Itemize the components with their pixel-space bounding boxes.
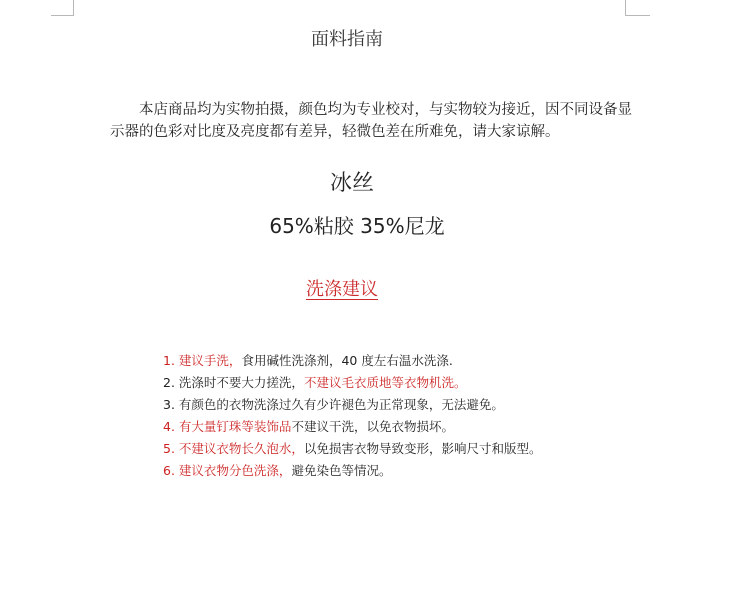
care-tip-text: 避免染色等情况。 bbox=[291, 463, 392, 478]
fabric-name: 冰丝 bbox=[329, 171, 374, 196]
crop-mark-top-right-vertical bbox=[625, 0, 626, 15]
care-tip-number: 1. bbox=[163, 353, 175, 368]
care-tip-number: 2. bbox=[163, 375, 175, 390]
care-tip-text: 洗涤时不要大力搓洗， bbox=[178, 375, 304, 390]
crop-mark-top-right-horizontal bbox=[625, 15, 650, 16]
care-tip-item bbox=[163, 372, 541, 394]
care-tip-number: 3. bbox=[163, 397, 175, 412]
care-tip-highlight: 不建议衣物长久泡水， bbox=[178, 441, 304, 456]
care-tip-item bbox=[163, 394, 541, 416]
care-tip-text: 以免损害衣物导致变形，影响尺寸和版型。 bbox=[303, 441, 542, 456]
care-tip-text: 食用碱性洗涤剂，40 度左右温水洗涤. bbox=[241, 353, 453, 368]
care-heading: 洗涤建议 bbox=[306, 279, 378, 300]
care-tip-number: 4. bbox=[163, 419, 175, 434]
crop-mark-top-left-horizontal bbox=[51, 15, 74, 16]
care-tip-highlight: 有大量钉珠等装饰品 bbox=[178, 419, 292, 434]
care-tip-highlight: 建议手洗， bbox=[178, 353, 242, 368]
care-tip-number: 5. bbox=[163, 441, 175, 456]
care-tip-highlight: 建议衣物分色洗涤， bbox=[178, 463, 292, 478]
care-tips-list bbox=[163, 350, 541, 482]
care-tip-item bbox=[163, 460, 541, 482]
care-tip-number: 6. bbox=[163, 463, 175, 478]
intro-paragraph: 本店商品均为实物拍摄，颜色均为专业校对，与实物较为接近，因不同设备显示器的色彩对比度及亮度都有差异，轻微色差在所难免，请大家谅解。 bbox=[110, 102, 632, 140]
care-tip-item bbox=[163, 416, 541, 438]
care-tip-text: 有颜色的衣物洗涤过久有少许褪色为正常现象，无法避免。 bbox=[178, 397, 504, 412]
care-tip-highlight: 不建议毛衣质地等衣物机洗。 bbox=[303, 375, 467, 390]
care-tip-item bbox=[163, 350, 541, 372]
care-tip-item bbox=[163, 438, 541, 460]
care-tip-text: 不建议干洗，以免衣物损坏。 bbox=[291, 419, 454, 434]
document-title: 面料指南 bbox=[311, 29, 383, 50]
crop-mark-top-left-vertical bbox=[73, 0, 74, 15]
fabric-composition: 65%粘胶 35%尼龙 bbox=[269, 214, 445, 238]
